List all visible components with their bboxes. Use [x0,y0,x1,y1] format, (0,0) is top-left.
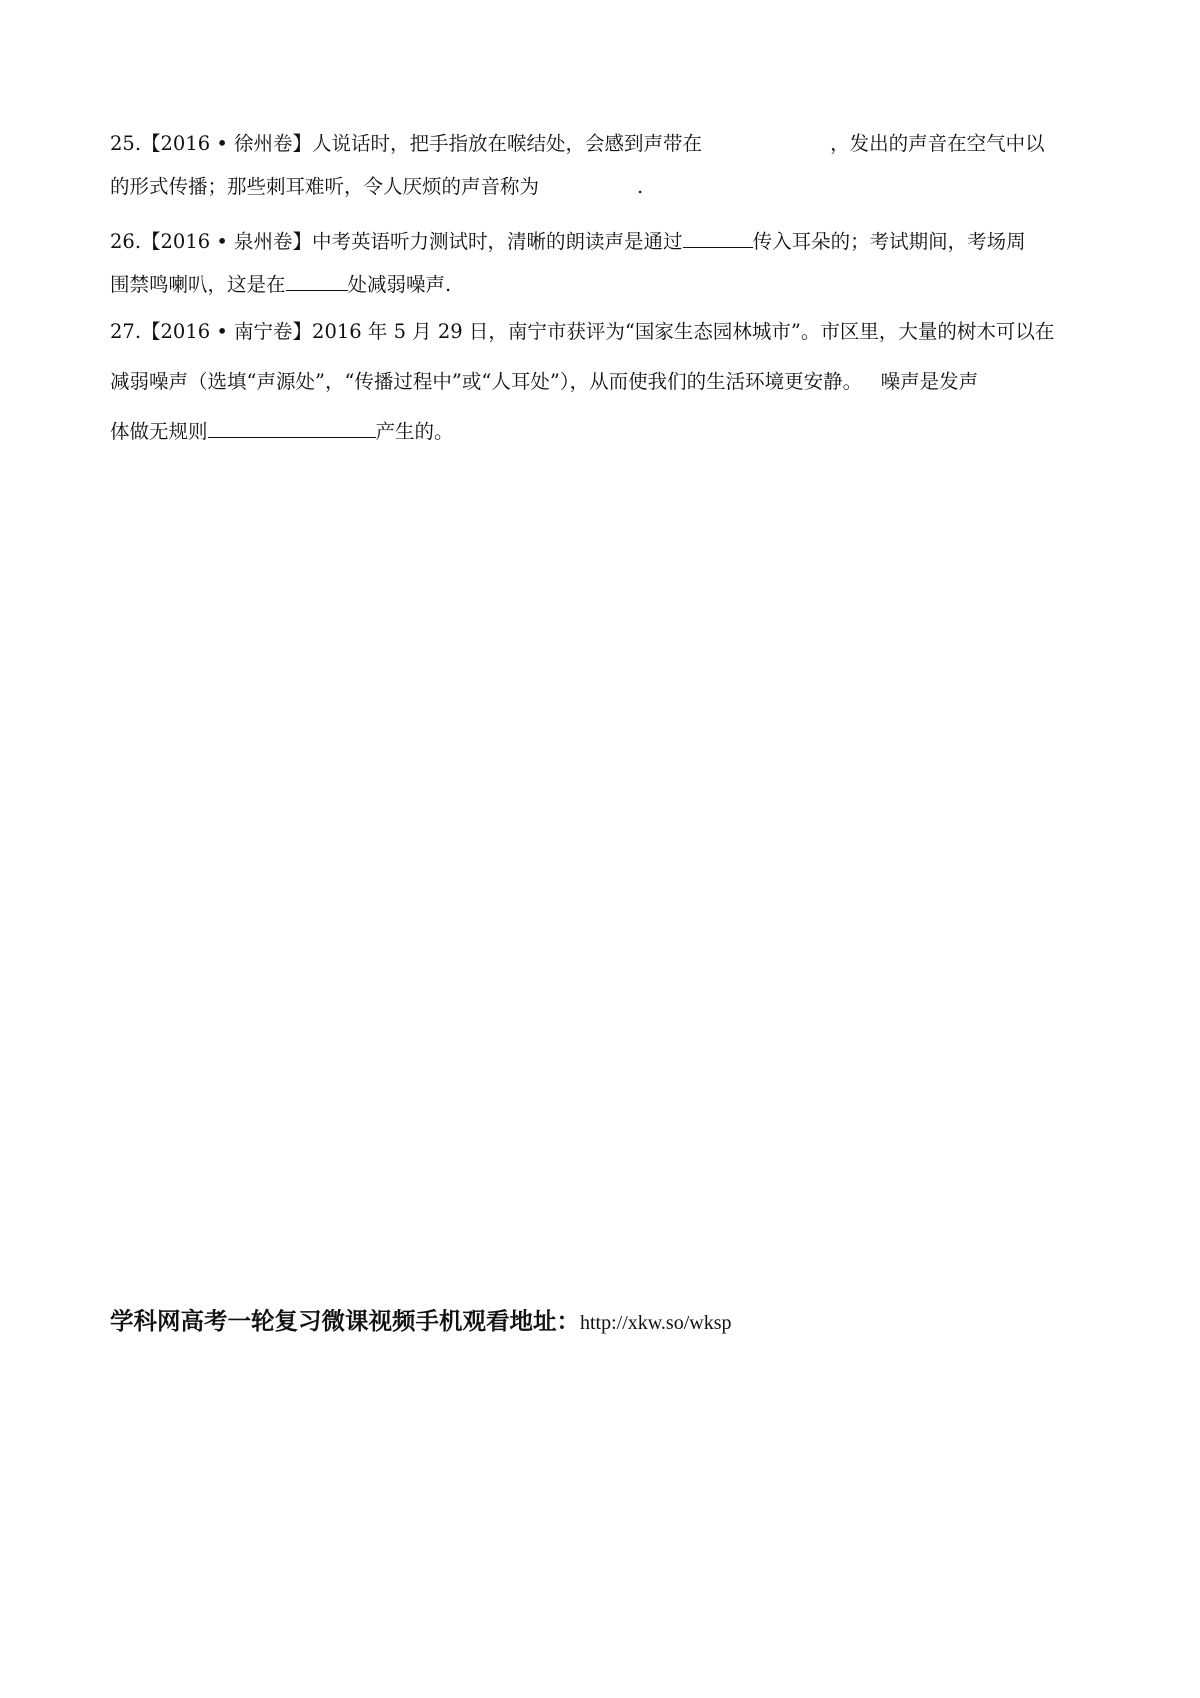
question-number: 27. [110,320,142,343]
question-line [110,407,1098,457]
question-text: 人说话时，把手指放在喉结处，会感到声带在 [312,132,703,155]
question-line [110,307,1098,357]
question-number: 25. [110,132,142,155]
question-source: 【2016 • 徐州卷】 [141,132,313,155]
footer-note [110,1302,732,1336]
question-line [110,128,1098,159]
question-line [110,269,1098,300]
question-line [110,357,1098,407]
question-text: 产生的。 [375,420,454,443]
question-source: 【2016 • 泉州卷】 [141,230,313,253]
question-text: 2016 年 5 月 29 日，南宁市获评为“国家生态园林城市”。市区里，大量的树木可以在 [312,320,1055,343]
question-text: 减弱噪声（选填“声源处”，“传播过程中”或“人耳处”），从而使我们的生活环境更安静。 噪声是发声 [110,370,979,393]
question-26 [110,226,1098,300]
footer-url[interactable]: http://xkw.so/wksp [580,1312,732,1334]
question-text: 中考英语听力测试时，清晰的朗读声是通过 [312,230,683,253]
question-text: 体做无规则 [110,420,208,443]
answer-blank [208,419,376,438]
question-27 [110,307,1098,457]
answer-blank [683,229,753,248]
question-line [110,226,1098,257]
question-number: 26. [110,230,142,253]
question-source: 【2016 • 南宁卷】 [141,320,313,343]
question-text: 的形式传播；那些刺耳难听，令人厌烦的声音称为 [110,175,540,198]
question-text: . [637,175,644,198]
question-text: 处减弱噪声. [347,273,452,296]
answer-blank [286,272,348,291]
question-text: 围禁鸣喇叭，这是在 [110,273,286,296]
question-line [110,171,1098,202]
footer-label: 学科网高考一轮复习微课视频手机观看地址： [110,1307,580,1335]
question-text: 传入耳朵的；考试期间，考场周 [752,230,1026,253]
question-25 [110,128,1098,202]
question-text: ，发出的声音在空气中以 [830,132,1045,155]
